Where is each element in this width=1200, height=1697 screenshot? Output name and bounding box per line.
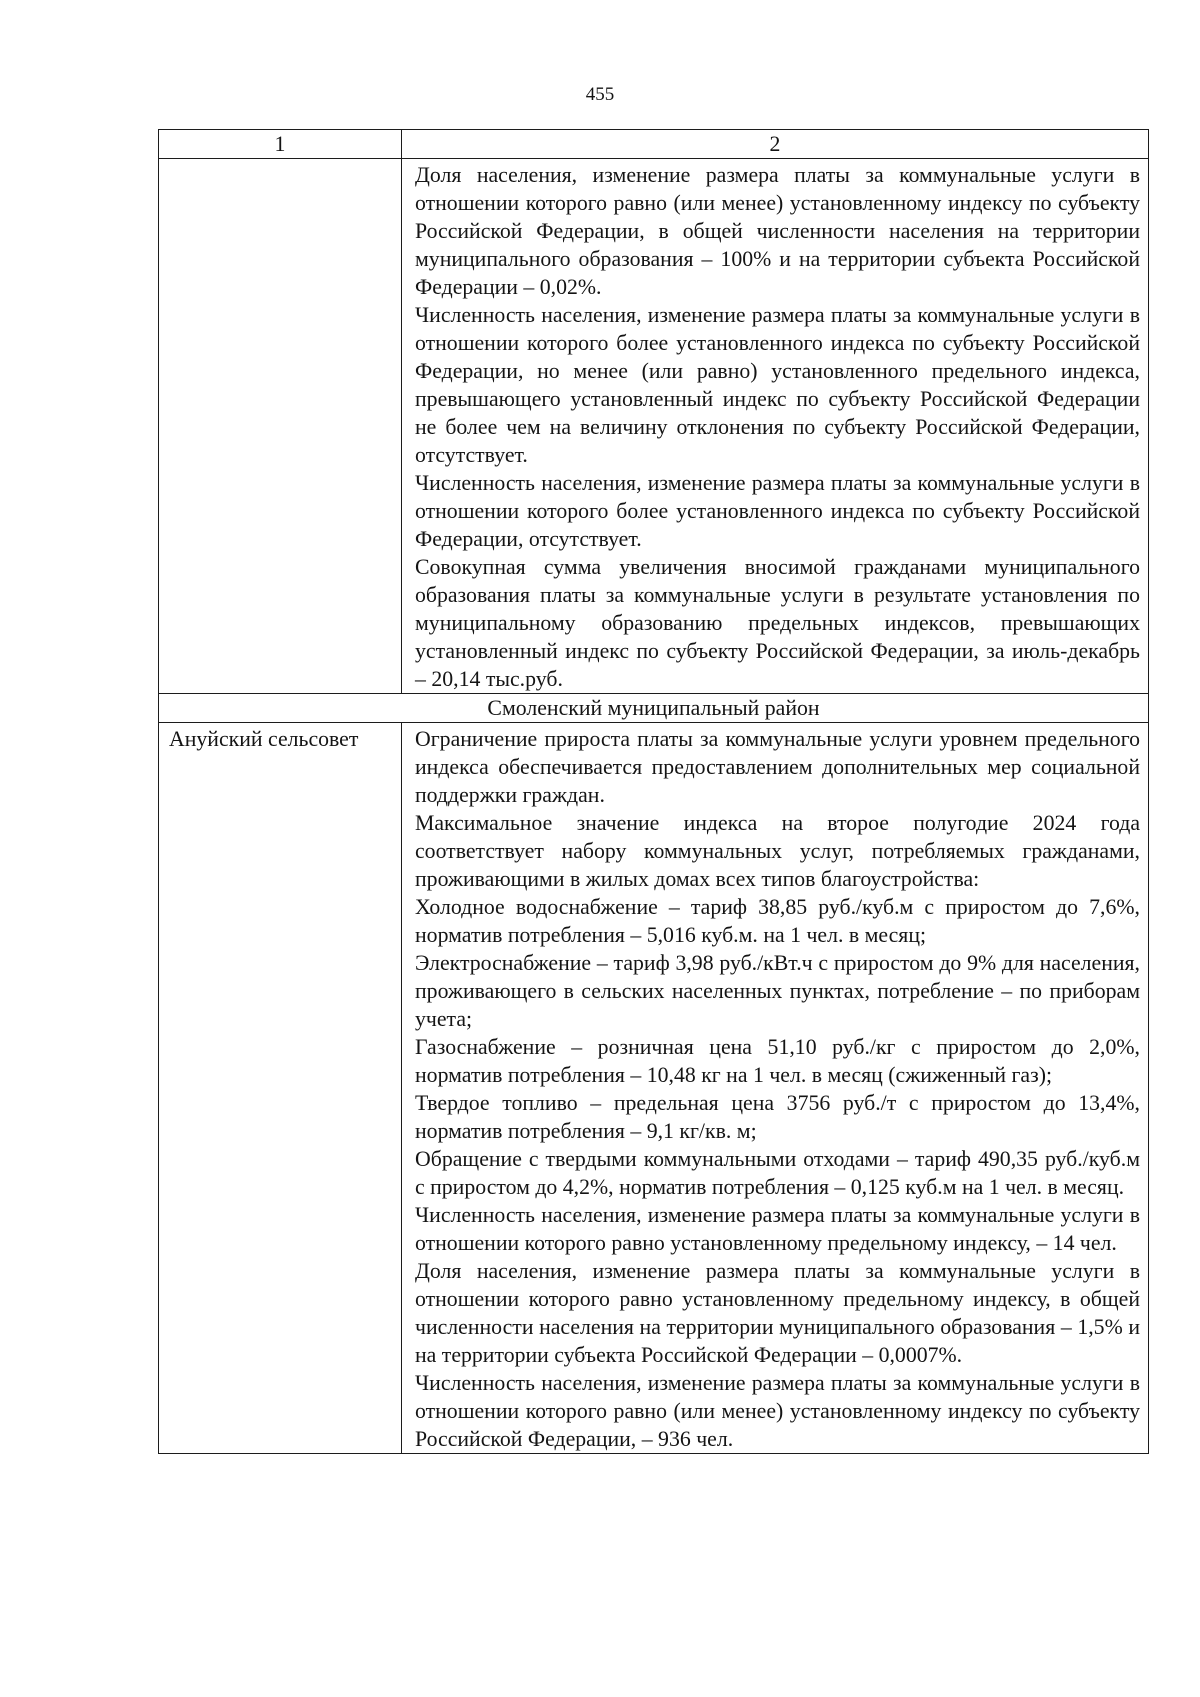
paragraph: Численность населения, изменение размера платы за коммунальные услуги в отношении которого равно (или менее) установленному индексу по субъекту Российской Федерации, – 936 чел. (415, 1371, 1140, 1451)
table-row (159, 159, 1149, 694)
paragraph: Холодное водоснабжение – тариф 38,85 руб./куб.м с приростом до 7,6%, норматив потребления – 5,016 куб.м. на 1 чел. в месяц; (415, 895, 1140, 947)
paragraph: Доля населения, изменение размера платы за коммунальные услуги в отношении которого равно (или менее) установленному индексу по субъекту Российской Федерации, в общей численности населения на территории муниципального образования – 100% и на территории субъекта Российской Федерации – 0,02%. (415, 163, 1140, 299)
region-title: Смоленский муниципальный район (159, 694, 1149, 723)
paragraph: Численность населения, изменение размера платы за коммунальные услуги в отношении которого более установленного индекса по субъекту Российской Федерации, отсутствует. (415, 471, 1140, 551)
index-table (158, 129, 1149, 1454)
table-header-row (159, 130, 1149, 159)
column-header-1: 1 (159, 130, 402, 159)
paragraph: Электроснабжение – тариф 3,98 руб./кВт.ч с приростом до 9% для населения, проживающего в сельских населенных пунктах, потребление – по приборам учета; (415, 951, 1140, 1031)
paragraph: Ограничение прироста платы за коммунальные услуги уровнем предельного индекса обеспечивается предоставлением дополнительных мер социальной поддержки граждан. (415, 727, 1140, 807)
municipality-name: Ануйский сельсовет (159, 723, 402, 1454)
region-row (159, 694, 1149, 723)
paragraph: Твердое топливо – предельная цена 3756 руб./т с приростом до 13,4%, норматив потребления – 9,1 кг/кв. м; (415, 1091, 1140, 1143)
paragraph: Численность населения, изменение размера платы за коммунальные услуги в отношении которого равно установленному предельному индексу, – 14 чел. (415, 1203, 1140, 1255)
continued-row-text (402, 159, 1149, 694)
column-header-2: 2 (402, 130, 1149, 159)
paragraph: Максимальное значение индекса на второе полугодие 2024 года соответствует набору коммунальных услуг, потребляемых гражданами, проживающими в жилых домах всех типов благоустройства: (415, 811, 1140, 891)
table-row (159, 723, 1149, 1454)
paragraph: Совокупная сумма увеличения вносимой гражданами муниципального образования платы за коммунальные услуги в результате установления по муниципальному образованию предельных индексов, превышающих установленный индекс по субъекту Российской Федерации, за июль-декабрь – 20,14 тыс.руб. (415, 555, 1140, 691)
page-number: 455 (585, 84, 615, 105)
paragraph: Доля населения, изменение размера платы за коммунальные услуги в отношении которого равно установленному предельному индексу, в общей численности населения на территории муниципального образования – 1,5% и на территории субъекта Российской Федерации – 0,0007%. (415, 1259, 1140, 1367)
municipality-text (402, 723, 1149, 1454)
paragraph: Обращение с твердыми коммунальными отходами – тариф 490,35 руб./куб.м с приростом до 4,2%, норматив потребления – 0,125 куб.м на 1 чел. в месяц. (415, 1147, 1140, 1199)
paragraph: Газоснабжение – розничная цена 51,10 руб./кг с приростом до 2,0%, норматив потребления – 10,48 кг на 1 чел. в месяц (сжиженный газ); (415, 1035, 1140, 1087)
paragraph: Численность населения, изменение размера платы за коммунальные услуги в отношении которого более установленного индекса по субъекту Российской Федерации, но менее (или равно) установленного предельного индекса, превышающего установленный индекс по субъекту Российской Федерации не более чем на величину отклонения по субъекту Российской Федерации, отсутствует. (415, 303, 1140, 467)
continued-row-name (159, 159, 402, 694)
